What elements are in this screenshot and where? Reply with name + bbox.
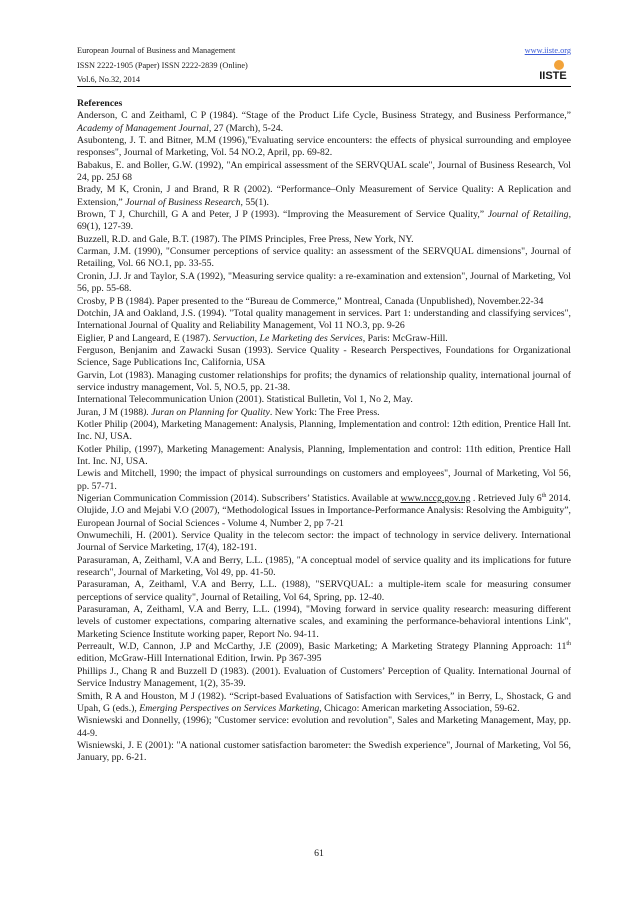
reference-entry bbox=[77, 715, 571, 740]
reference-text: Anderson, C and Zeithaml, C P (1984). “Stage of the Product Life Cycle, Business Strategy, and Business Performance,” bbox=[77, 110, 571, 122]
reference-entry bbox=[77, 407, 571, 419]
references-section bbox=[77, 98, 571, 765]
reference-entry bbox=[77, 666, 571, 691]
references-heading: References bbox=[77, 98, 123, 109]
reference-entry bbox=[77, 493, 571, 505]
reference-entry bbox=[77, 296, 571, 308]
reference-entry bbox=[77, 740, 571, 765]
reference-text-end: , Paris: McGraw-Hill. bbox=[362, 332, 448, 344]
reference-text: International Telecommunication Union (2001). Statistical Bulletin, Vol 1, No 2, May. bbox=[77, 394, 413, 406]
reference-text: Perreault, W.D, Cannon, J.P and McCarthy, J.E (2009), Basic Marketing; A Marketing Strategy Planning Approach: 11 bbox=[77, 641, 567, 653]
reference-entry bbox=[77, 604, 571, 641]
journal-title: European Journal of Business and Management bbox=[77, 46, 236, 55]
reference-text: Crosby, P B (1984). Paper presented to the “Bureau de Commerce,” Montreal, Canada (Unpublished), November.22-34 bbox=[77, 295, 544, 307]
reference-text: Lewis and Mitchell, 1990; the impact of physical surroundings on customers and employees", Journal of Marketing, Vol 56, pp. 57-71. bbox=[77, 468, 571, 492]
reference-text-end: . Retrieved July 6 bbox=[470, 493, 542, 504]
reference-entry bbox=[77, 468, 571, 493]
reference-text-end: , 55(1). bbox=[240, 196, 269, 208]
volume-line: Vol.6, No.32, 2014 bbox=[77, 75, 140, 84]
reference-italic-title: Journal of Business Research bbox=[125, 196, 241, 208]
reference-superscript: th bbox=[541, 492, 547, 499]
reference-entry bbox=[77, 394, 571, 406]
reference-text: Parasuraman, A, Zeithaml, V.A and Berry, L.L. (1994), "Moving forward in service quality research: measuring different levels of customer expectations, comparing alternative scales, and examining the performance-behavioral intentions Link", Marketing Science Institute working paper, Report No. 94-11. bbox=[77, 604, 571, 640]
reference-text: Wisniewski and Donnelly, (1996); "Customer service: evolution and revolution", Sales and Marketing Management, May, pp. 44-9. bbox=[77, 715, 571, 739]
reference-text: Onwumechili, H. (2001). Service Quality in the telecom sector: the impact of technology in service delivery. International Journal of Service Marketing, 17(4), 182-191. bbox=[77, 530, 571, 554]
reference-text: Babakus, E. and Boller, G.W. (1992), "An empirical assessment of the SERVQUAL scale", Journal of Business Research, Vol 24, pp. 25J 68 bbox=[77, 159, 571, 184]
reference-text-tail: edition, McGraw-Hill International Edition, Irwin. Pp 367-395 bbox=[77, 653, 322, 665]
reference-text: Parasuraman, A, Zeithaml, V.A and Berry, L.L. (1988), "SERVQUAL: a multiple-item scale for measuring consumer perceptions of service quality", Journal of Retailing, Vol 64, Spring, pp. 12-40. bbox=[77, 579, 571, 603]
reference-entry bbox=[77, 333, 571, 345]
reference-entry bbox=[77, 345, 571, 370]
reference-text: Smith, R A and Houston, M J (1982). “Script-based Evaluations of Satisfaction with Services,” in Berry, L, Shostack, G and Upah, G (eds.), bbox=[77, 690, 571, 714]
reference-text: Brown, T J, Churchill, G A and Peter, J P (1993). “Improving the Measurement of Service Quality,” bbox=[77, 209, 488, 221]
logo-text: IISTE bbox=[539, 70, 567, 82]
header-divider bbox=[77, 86, 571, 87]
reference-text: Carman, J.M. (1990), "Consumer perceptions of service quality: an assessment of the SERVQUAL dimensions", Journal of Retailing, Vol. 66 NO.1, pp. 33-55. bbox=[77, 246, 571, 270]
reference-text: Olujide, J.O and Mejabi V.O (2007), “Methodological Issues in Importance-Performance Analysis: Resolving the Ambiguity”, European Journal of Social Sciences - Volume 4, Number 2, pp 7-21 bbox=[77, 505, 571, 529]
reference-entry bbox=[77, 184, 571, 209]
reference-superscript: th bbox=[566, 640, 571, 647]
reference-text: Nigerian Communication Commission (2014). Subscribers’ Statistics. Available at bbox=[77, 493, 401, 504]
reference-text-tail: 2014. bbox=[546, 493, 571, 504]
reference-text: Kotler Philip (2004), Marketing Management: Analysis, Planning, Implementation and control: 12th edition, Prentice Hall Int. Inc. NJ, USA. bbox=[77, 418, 571, 443]
iiste-logo bbox=[533, 60, 573, 82]
reference-entry bbox=[77, 110, 571, 135]
issn-line: ISSN 2222-1905 (Paper) ISSN 2222-2839 (Online) bbox=[77, 60, 248, 70]
reference-text: Wisniewski, J. E (2001): "A national customer satisfaction barometer: the Swedish experience", Journal of Marketing, Vol 56, January, pp. 6-21. bbox=[77, 739, 571, 764]
reference-text: Parasuraman, A, Zeithaml, V.A and Berry, L.L. (1985), "A conceptual model of service quality and its implications for future research", Journal of Marketing, Vol 49, pp. 41-50. bbox=[77, 554, 571, 579]
reference-text-end: , Chicago: American marketing Association, 59-62. bbox=[319, 702, 520, 714]
reference-entry bbox=[77, 444, 571, 469]
reference-text: Eiglier, P and Langeard, E (1987). bbox=[77, 332, 213, 344]
reference-text-end: , 69(1), 127-39. bbox=[77, 209, 571, 233]
reference-italic-title: Journal of Retailing bbox=[487, 209, 569, 221]
page-number: 61 bbox=[314, 848, 324, 859]
reference-text-end: , 27 (March), 5-24. bbox=[208, 122, 284, 134]
reference-text: Phillips J., Chang R and Buzzell D (1983). (2001). Evaluation of Customers’ Perception of Quality. International Journal of Service Industry Management, 1(2), 35-39. bbox=[77, 665, 571, 690]
reference-entry bbox=[77, 135, 571, 160]
reference-link[interactable]: www.nccg.gov.ng bbox=[400, 493, 471, 504]
reference-entry bbox=[77, 209, 571, 234]
reference-entry bbox=[77, 370, 571, 395]
journal-url-link[interactable]: www.iiste.org bbox=[524, 46, 571, 55]
reference-text: Asubonteng, J. T. and Bitner, M.M (1996),"Evaluating service encounters: the effects of physical surrounding and employee responses", Journal of Marketing, Vol. 54 NO.2, April, pp. 69-82. bbox=[77, 135, 571, 159]
reference-entry bbox=[77, 246, 571, 271]
reference-entry bbox=[77, 641, 571, 666]
reference-text-end: . New York: The Free Press. bbox=[269, 406, 380, 418]
reference-entry bbox=[77, 234, 571, 246]
reference-text: Kotler Philip, (1997), Marketing Management: Analysis, Planning, Implementation and control: 11th edition, Prentice Hall Int. Inc. NJ, USA. bbox=[77, 443, 571, 467]
reference-list bbox=[77, 110, 571, 764]
reference-italic-title: Academy of Management Journal bbox=[77, 122, 209, 134]
reference-entry bbox=[77, 308, 571, 333]
reference-entry bbox=[77, 160, 571, 185]
reference-text: Ferguson, Benjanim and Zawacki Susan (1993). Service Quality - Research Perspectives, Foundations for Organizational Science, Sage Publications Inc, California, USA bbox=[77, 344, 571, 369]
reference-text: Brady, M K, Cronin, J and Brand, R R (2002). “Performance–Only Measurement of Service Quality: A Replication and Extension,” bbox=[77, 184, 571, 208]
reference-entry bbox=[77, 555, 571, 580]
reference-entry bbox=[77, 271, 571, 296]
reference-entry bbox=[77, 530, 571, 555]
reference-text: Cronin, J.J. Jr and Taylor, S.A (1992), "Measuring service quality: a re-examination and extension", Journal of Marketing, Vol 56, pp. 55-68. bbox=[77, 270, 571, 295]
page-header bbox=[77, 44, 571, 88]
reference-italic-title: Emerging Perspectives on Services Marketing bbox=[139, 702, 320, 714]
reference-italic-title: Servuction, Le Marketing des Services bbox=[212, 332, 363, 344]
reference-entry bbox=[77, 419, 571, 444]
reference-entry bbox=[77, 691, 571, 716]
reference-text: Buzzell, R.D. and Gale, B.T. (1987). The PIMS Principles, Free Press, New York, NY. bbox=[77, 233, 414, 245]
reference-entry bbox=[77, 505, 571, 530]
reference-text: Garvin, Lot (1983). Managing customer relationships for profits; the dynamics of relationship quality, international journal of service industry management, Vol. 5, NO.5, pp. 21-38. bbox=[77, 369, 571, 393]
reference-text: Dotchin, JA and Oakland, J.S. (1994). "Total quality management in services. Part 1: understanding and classifying services", International Journal of Quality and Reliability Management, Vol 11 NO.3, pp. 9-26 bbox=[77, 307, 571, 332]
reference-text: Juran, J M (1988 bbox=[77, 406, 144, 418]
reference-italic-title: ). Juran on Planning for Quality bbox=[143, 406, 270, 418]
reference-entry bbox=[77, 579, 571, 604]
